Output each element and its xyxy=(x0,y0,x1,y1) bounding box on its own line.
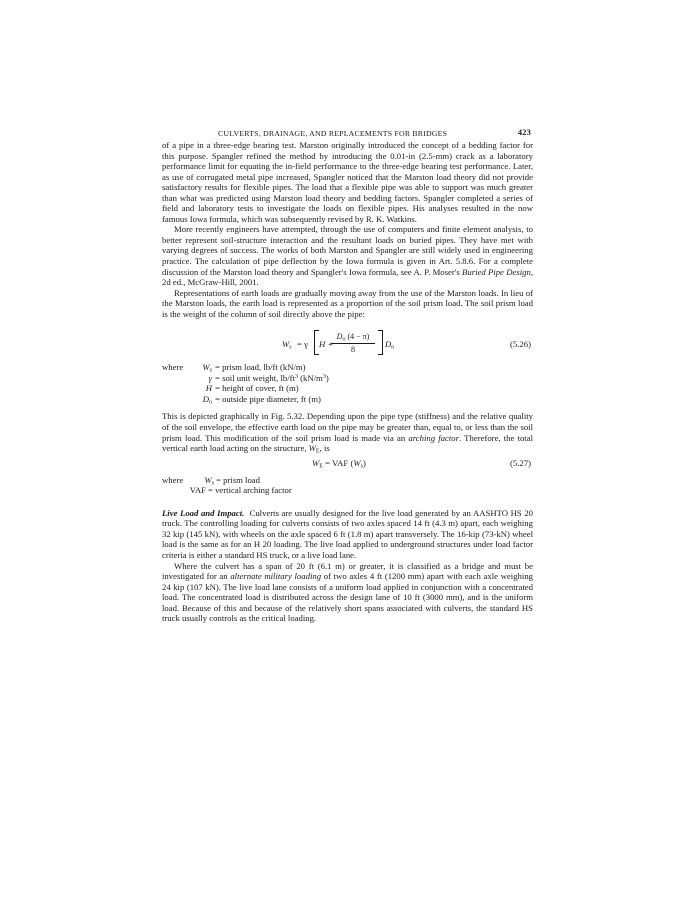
page-content xyxy=(162,124,533,624)
eq-rhs: $D_o$ xyxy=(385,339,395,351)
where-item: VAF = vertical arching factor xyxy=(189,485,292,496)
equation-body: $W_E$ = VAF $(W_s)$ xyxy=(312,457,366,470)
where-item: where $W_s$ = prism load, lb/ft (kN/m) xyxy=(162,362,306,374)
paragraph-military-loading: Where the culvert has a span of 20 ft (6.1 m) or greater, it is classified as a bridge and must be investigated for an alternate military loading of two axles 4 ft (1200 mm) apart with each axle weighing 24 kip (107 kN). The live load lane consists of a uniform load applied in conjunction with a concentrated load. The concentrated load is distributed across the design lane of 10 ft (3000 mm), and is the uniform load. Because of this and because of the relatively short spans associated with culverts, the standard HS truck usually controls as the critical loading. xyxy=(162,560,534,624)
where-item: H = height of cover, ft (m) xyxy=(205,383,299,394)
term-arching-factor: arching factor xyxy=(408,432,459,443)
paragraph-earth-loads: Representations of earth loads are gradually moving away from the use of the Marston loads. In lieu of the Marston loads, the earth load is represented as a proportion of the soil prism load. The soil prism load is the weight of the column of soil directly above the pipe: xyxy=(162,287,533,319)
equation-body xyxy=(282,326,415,362)
running-title: CULVERTS, DRAINAGE, AND REPLACEMENTS FOR BRIDGES xyxy=(218,129,448,138)
book-title: Buried Pipe Design, xyxy=(462,266,533,277)
where-item: γ = soil unit weight, $lb/ft^3$ $(kN/m^3)$ xyxy=(208,372,329,383)
equation-number: (5.26) xyxy=(510,339,531,350)
equation-number: (5.27) xyxy=(510,457,531,468)
paragraph-arching-factor: This is depicted graphically in Fig. 5.32. Depending upon the pipe type (stiffness) and the relative quality of the soil envelope, the effective earth load on the pipe may be greater than, equal to, or less than the soil prism load. This modification of the soil prism load is made via an arching factor. Therefore, the total vertical earth load acting on the structure, $W_E$, is xyxy=(162,411,533,455)
right-bracket xyxy=(378,330,383,355)
where-item: $D_o$ = outside pipe diameter, ft (m) xyxy=(202,393,321,406)
where-list-5-26 xyxy=(162,362,533,404)
term-military-loading: alternate military loading xyxy=(230,571,322,582)
running-header xyxy=(162,124,533,140)
eq-h-plus: H + xyxy=(319,339,334,350)
paragraph-text: More recently engineers have attempted, through the use of computers and finite element analysis, to better represent soil-structure interaction and the resultant loads on buried pipes. They have met with varying degrees of success. The works of both Marston and Spangler are still widely used in engineering practice. The calculation of pipe deflection by the Iowa formula is given in Art. 5.8.6. For a complete discussion of the Marston load theory and Spangler's Iowa formula, see A. P. Moser's xyxy=(162,224,533,277)
paragraph-live-load: Live Load and Impact. Culverts are usually designed for the live load generated by an AASHTO HS 20 truck. The controlling loading for culverts consists of two axles spaced 14 ft (4.3 m) apart, each weighing 32 kip (145 kN), with wheels on the axle spaced 6 ft (1.8 m) apart transversely. The 16-kip (73-kN) wheel load is the same as for an H 20 loading. The live load applied to underground structures under load factor criteria is either a standard HS truck, or a live load lane. xyxy=(162,507,534,560)
eq-fraction xyxy=(331,332,375,355)
eq-equals-gamma: = γ xyxy=(297,339,308,350)
fraction-denominator: 8 xyxy=(351,345,355,355)
paragraph-finite-element xyxy=(162,224,533,287)
equation-5-26 xyxy=(162,326,533,362)
fraction-numerator: $D_o$ (4 − π) xyxy=(336,332,370,343)
page-number: 423 xyxy=(517,128,531,137)
paragraph-marston-spangler: of a pipe in a three-edge bearing test. Marston originally introduced the concept of a bedding factor for this purpose. Spangler refined the method by introducing the 0.01-in (2.5-mm) crack as a laboratory performance limit for equating the in-field performance to the three-edge bearing test performance. Later, as use of corrugated metal pipe increased, Spangler noticed that the Marston load theory did not provide satisfactory results for flexible pipes. The load that a flexible pipe was able to support was much greater than what was predicted using Marston load theory and bedding factors. Spangler completed a series of field and laboratory tests to investigate the loads on flexible pipes. His analyses resulted in the now famous Iowa formula, which was subsequently revised by R. K. Watkins. xyxy=(162,140,533,224)
equation-5-27 xyxy=(162,457,533,471)
where-item: where $W_s$ = prism load xyxy=(162,474,260,487)
eq-lhs: $W_s$ xyxy=(282,339,292,351)
paragraph-text: 2d ed., McGraw-Hill, 2001. xyxy=(162,277,259,288)
where-list-5-27 xyxy=(162,475,533,496)
section-heading: Live Load and Impact. xyxy=(162,507,245,518)
